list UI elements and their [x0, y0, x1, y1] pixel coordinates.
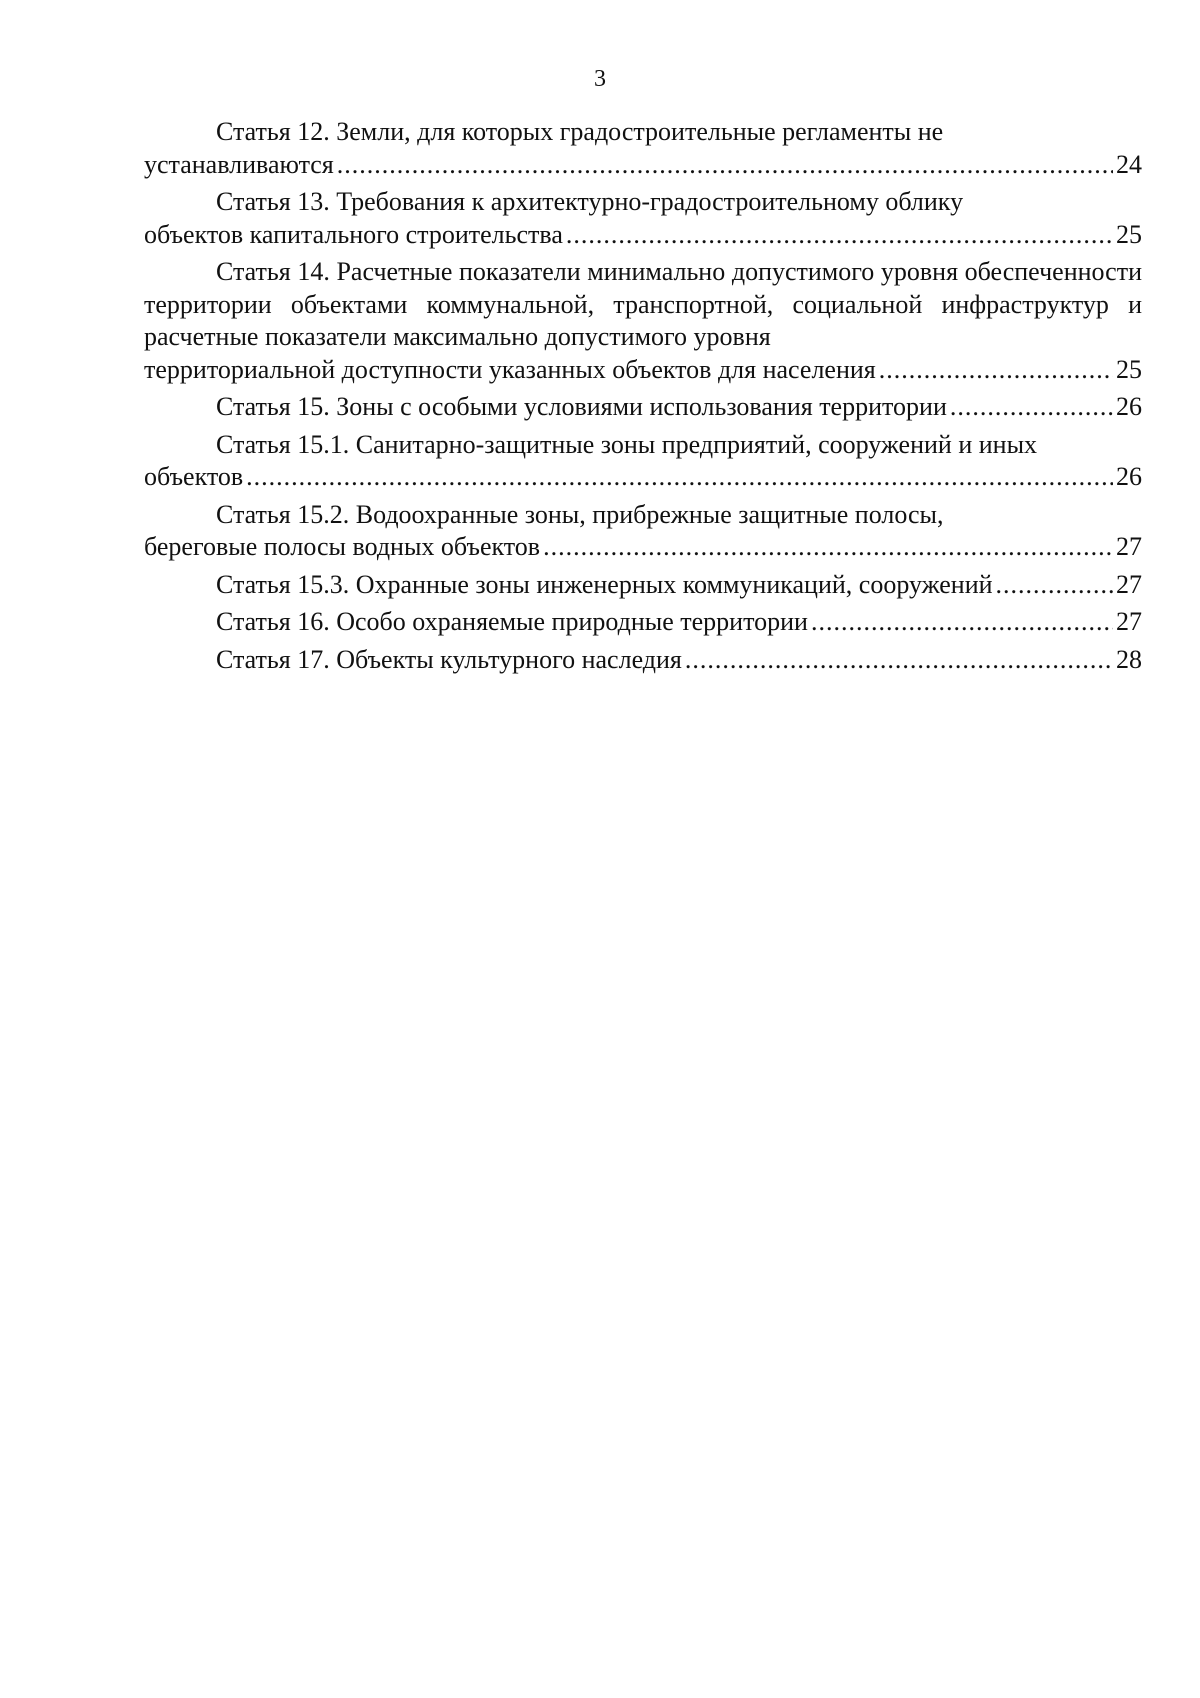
dot-leader	[685, 644, 1113, 677]
toc-entry-page: 28	[1116, 644, 1142, 674]
toc-entry-article-15-1[interactable]	[144, 429, 1142, 494]
toc-entry-page: 26	[1116, 392, 1142, 421]
toc-entry-page: 27	[1116, 532, 1142, 561]
toc-entry-title: Статья 15.2. Водоохранные зоны, прибрежные защитные полосы,	[216, 499, 944, 529]
dot-leader	[811, 606, 1113, 639]
toc-entry-last-line	[144, 461, 1142, 494]
dot-leader	[337, 149, 1113, 182]
toc-entry-last-line	[144, 531, 1142, 564]
toc-entry-line	[144, 606, 1142, 639]
toc-entry-title-end: береговые полосы водных объектов	[144, 532, 541, 561]
toc-entry-article-15[interactable]	[144, 391, 1142, 424]
toc-entry-article-14[interactable]	[144, 256, 1142, 386]
toc-entry-title: Статья 15.3. Охранные зоны инженерных коммуникаций, сооружений	[216, 569, 993, 599]
toc-entry-title: Статья 15.1. Санитарно-защитные зоны предприятий, сооружений и иных	[216, 429, 1038, 459]
toc-entry-last-line	[144, 219, 1142, 252]
toc-entry-title: Статья 13. Требования к архитектурно-градостроительному облику	[216, 187, 964, 216]
toc-entry-title-end: объектов	[144, 462, 244, 491]
toc-entry-title-end: территориальной доступности указанных объектов для населения	[144, 354, 876, 384]
dot-leader	[566, 219, 1113, 252]
toc-entry-page: 27	[1116, 607, 1142, 636]
toc-entry-article-13[interactable]	[144, 186, 1142, 251]
toc-entry-article-15-3[interactable]	[144, 569, 1142, 602]
toc-entry-last-line	[144, 354, 1142, 387]
toc-entry-last-line	[144, 149, 1142, 182]
toc-entry-title: Статья 16. Особо охраняемые природные территории	[216, 607, 808, 636]
toc-entry-title: Статья 17. Объекты культурного наследия	[216, 644, 682, 674]
toc-entry-line	[144, 569, 1142, 602]
dot-leader	[996, 569, 1113, 602]
dot-leader	[246, 461, 1113, 494]
page-number: 3	[594, 66, 606, 92]
dot-leader	[879, 354, 1113, 387]
toc-entry-page: 27	[1116, 569, 1142, 599]
table-of-contents	[144, 116, 1142, 681]
toc-entry-page: 26	[1116, 462, 1142, 491]
toc-entry-line	[144, 644, 1142, 677]
toc-entry-title-end: объектов капитального строительства	[144, 219, 563, 249]
dot-leader	[950, 391, 1113, 424]
toc-entry-line	[144, 391, 1142, 424]
toc-entry-article-17[interactable]	[144, 644, 1142, 677]
toc-entry-article-12[interactable]	[144, 116, 1142, 181]
toc-entry-article-15-2[interactable]	[144, 499, 1142, 564]
toc-entry-title: Статья 14. Расчетные показатели минимально допустимого уровня обеспеченности территории объектами коммунальной, транспортной, социальной инфраструктур и расчетные показатели максимально допустимого уровня	[144, 257, 1142, 351]
toc-entry-article-16[interactable]	[144, 606, 1142, 639]
toc-entry-title: Статья 15. Зоны с особыми условиями использования территории	[216, 392, 947, 421]
toc-entry-page: 25	[1116, 354, 1142, 384]
toc-entry-page: 25	[1116, 219, 1142, 249]
toc-entry-title: Статья 12. Земли, для которых градостроительные регламенты не	[216, 117, 944, 146]
toc-entry-page: 24	[1116, 149, 1142, 179]
dot-leader	[543, 531, 1113, 564]
toc-entry-title-end: устанавливаются	[144, 149, 334, 179]
